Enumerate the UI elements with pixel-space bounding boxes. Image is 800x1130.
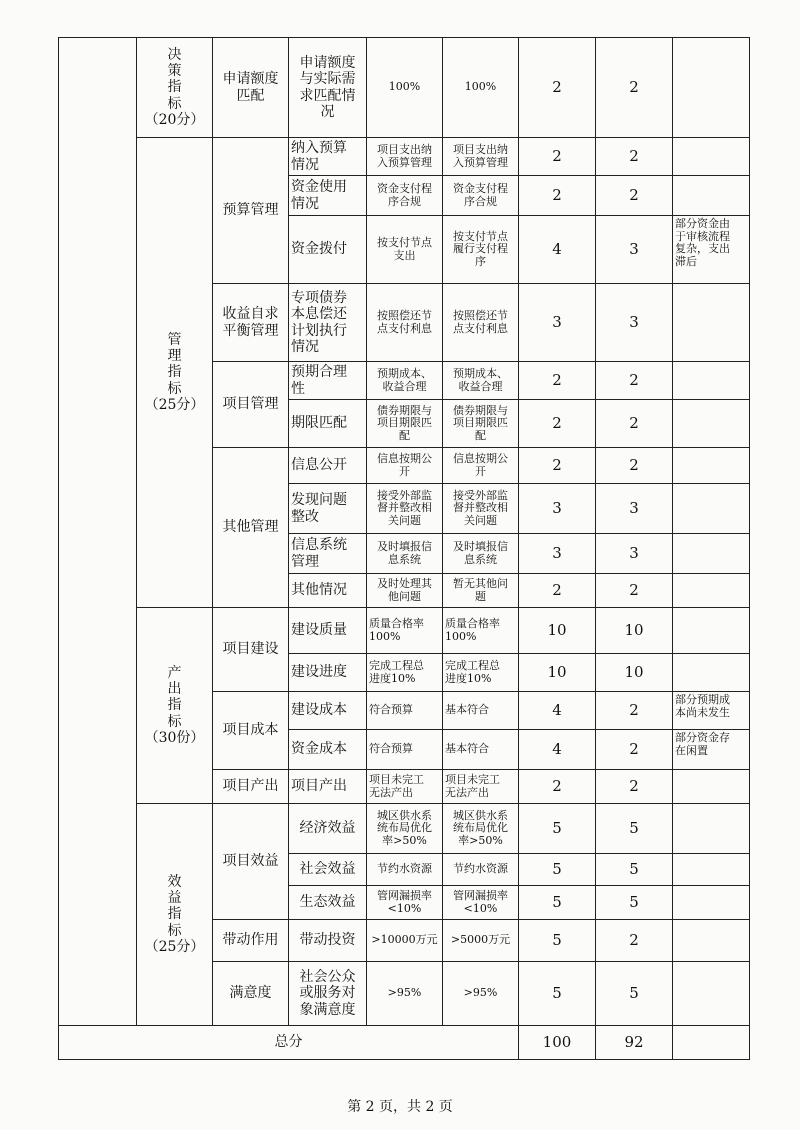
cell-text: 基本符合 <box>445 703 489 717</box>
actual-score: 2 <box>596 920 673 962</box>
target-value <box>367 400 443 448</box>
table-row <box>59 38 750 138</box>
target-value <box>367 692 443 730</box>
cell-text: 管网漏损率 <10% <box>377 888 432 915</box>
cell-text: 生态效益 <box>299 894 356 911</box>
actual-score: 2 <box>596 574 673 608</box>
cell-text: 预算管理 <box>222 202 279 219</box>
tertiary-indicator <box>289 138 367 176</box>
cell-text: 接受外部监 督并整改相 关问题 <box>377 488 432 527</box>
target-value <box>367 176 443 216</box>
remark <box>673 176 750 216</box>
cell-text: 100% <box>464 80 497 94</box>
cell-text: 带动作用 <box>222 932 279 949</box>
actual-score: 2 <box>596 176 673 216</box>
cell-text: 资金支付程 序合规 <box>377 181 432 208</box>
actual-score: 2 <box>596 400 673 448</box>
tertiary-indicator <box>289 284 367 362</box>
tertiary-indicator <box>289 654 367 692</box>
cell-text: >95% <box>463 986 498 1000</box>
tertiary-indicator <box>289 484 367 534</box>
remark <box>673 962 750 1026</box>
tertiary-indicator <box>289 920 367 962</box>
tertiary-indicator <box>289 962 367 1026</box>
cell-text: 纳入预算 情况 <box>291 140 347 173</box>
cell-text: 节约水资源 <box>453 862 508 876</box>
remark <box>673 534 750 574</box>
tertiary-indicator <box>289 216 367 284</box>
cell-text: >5000万元 <box>450 933 511 947</box>
actual-value <box>443 962 519 1026</box>
remark <box>673 804 750 854</box>
secondary-indicator <box>213 962 289 1026</box>
cell-text: 专项债券 本息偿还 计划执行 情况 <box>291 290 347 355</box>
cell-text: 管网漏损率 <10% <box>453 888 508 915</box>
target-value <box>367 962 443 1026</box>
tertiary-indicator <box>289 886 367 920</box>
blank-left-column <box>59 38 137 1026</box>
cell-text: 建设进度 <box>291 664 347 681</box>
total-row <box>59 1026 750 1060</box>
cell-text: 符合预算 <box>369 703 413 717</box>
primary-indicator-management <box>137 138 213 608</box>
cell-text: 社会效益 <box>299 861 356 878</box>
cell-text: 申请额度 匹配 <box>222 71 279 104</box>
actual-score: 2 <box>596 448 673 484</box>
actual-value <box>443 284 519 362</box>
cell-text: 部分资金存 在闲置 <box>675 731 730 757</box>
remark <box>673 654 750 692</box>
target-value <box>367 362 443 400</box>
cell-text: >95% <box>387 986 422 1000</box>
actual-value <box>443 138 519 176</box>
cell-text: 项目未完工 无法产出 <box>445 772 500 799</box>
actual-value <box>443 448 519 484</box>
actual-value <box>443 730 519 770</box>
cell-text: 节约水资源 <box>377 862 432 876</box>
cell-text: 发现问题 整改 <box>291 492 347 525</box>
secondary-indicator <box>213 362 289 448</box>
remark <box>673 886 750 920</box>
tertiary-indicator <box>289 38 367 138</box>
weight-score: 2 <box>519 400 596 448</box>
cell-text: 100% <box>388 80 421 94</box>
cell-text: 经济效益 <box>299 820 356 837</box>
target-value <box>367 770 443 804</box>
tertiary-indicator <box>289 730 367 770</box>
target-value <box>367 216 443 284</box>
actual-score: 3 <box>596 534 673 574</box>
secondary-indicator <box>213 804 289 920</box>
cell-text: 其他管理 <box>222 519 279 536</box>
weight-score: 4 <box>519 216 596 284</box>
cell-text: 信息公开 <box>291 457 347 474</box>
cell-text: 项目建设 <box>222 641 279 658</box>
cell-text: 项目未完工 无法产出 <box>369 772 424 799</box>
primary-indicator-output <box>137 608 213 804</box>
weight-score: 2 <box>519 176 596 216</box>
cell-text: 债券期限与 项目期限匹 配 <box>377 403 432 442</box>
cell-text: 项目效益 <box>222 853 279 870</box>
secondary-indicator <box>213 138 289 284</box>
actual-value <box>443 608 519 654</box>
cell-text: 暂无其他问 题 <box>453 576 508 603</box>
actual-value <box>443 534 519 574</box>
actual-value <box>443 216 519 284</box>
actual-value <box>443 400 519 448</box>
cell-text: 信息按期公 开 <box>377 451 432 478</box>
tertiary-indicator <box>289 400 367 448</box>
performance-evaluation-table <box>58 37 750 1060</box>
remark <box>673 770 750 804</box>
tertiary-indicator <box>289 608 367 654</box>
table-row <box>59 804 750 854</box>
secondary-indicator <box>213 920 289 962</box>
cell-text: 预期成本、 收益合理 <box>377 366 432 393</box>
cell-text: 符合预算 <box>369 742 413 756</box>
cell-text: 按支付节点 履行支付程 序 <box>453 229 508 268</box>
cell-text: 资金拨付 <box>291 241 347 258</box>
cell-text: 债券期限与 项目期限匹 配 <box>453 403 508 442</box>
cell-text: 其他情况 <box>291 582 347 599</box>
cell-text: 资金成本 <box>291 741 347 758</box>
cell-text: 部分预期成 本尚未发生 <box>675 693 730 719</box>
actual-value <box>443 654 519 692</box>
remark <box>673 692 750 730</box>
actual-score: 5 <box>596 804 673 854</box>
actual-value <box>443 920 519 962</box>
primary-indicator-benefit <box>137 804 213 1026</box>
weight-score: 5 <box>519 854 596 886</box>
weight-score: 2 <box>519 362 596 400</box>
primary-indicator-decision <box>137 38 213 138</box>
tertiary-indicator <box>289 854 367 886</box>
secondary-indicator <box>213 770 289 804</box>
weight-score: 5 <box>519 962 596 1026</box>
weight-score: 3 <box>519 484 596 534</box>
cell-text: 期限匹配 <box>291 415 347 432</box>
actual-score: 10 <box>596 608 673 654</box>
remark <box>673 216 750 284</box>
page-footer: 第 2 页，共 2 页 <box>347 1099 453 1115</box>
actual-score: 5 <box>596 962 673 1026</box>
actual-score: 5 <box>596 886 673 920</box>
target-value <box>367 484 443 534</box>
cell-text: 建设成本 <box>291 702 347 719</box>
cell-text: 按照偿还节 点支付利息 <box>377 308 432 335</box>
weight-score: 10 <box>519 654 596 692</box>
cell-text: 资金支付程 序合规 <box>453 181 508 208</box>
cell-text: 项目支出纳 入预算管理 <box>377 142 432 169</box>
target-value <box>367 654 443 692</box>
secondary-indicator <box>213 448 289 608</box>
remark <box>673 448 750 484</box>
cell-text: 项目支出纳 入预算管理 <box>453 142 508 169</box>
cell-text: 建设质量 <box>291 622 347 639</box>
cell-text: 质量合格率 100% <box>369 616 424 643</box>
cell-text: 完成工程总 进度10% <box>445 658 500 685</box>
cell-text: 满意度 <box>229 985 272 1002</box>
cell-text: 项目管理 <box>222 396 279 413</box>
cell-text: 城区供水系 统布局优化 率>50% <box>453 808 508 847</box>
cell-text: 预期成本、 收益合理 <box>453 366 508 393</box>
cell-text: 部分资金由 于审核流程 复杂，支出 滞后 <box>675 217 730 268</box>
total-label: 总分 <box>59 1026 519 1060</box>
cell-text: 效 益 指 标 （25分） <box>144 874 205 955</box>
actual-value <box>443 886 519 920</box>
cell-text: 及时填报信 息系统 <box>377 539 432 566</box>
actual-score: 2 <box>596 362 673 400</box>
actual-value <box>443 38 519 138</box>
tertiary-indicator <box>289 448 367 484</box>
tertiary-indicator <box>289 770 367 804</box>
actual-score: 3 <box>596 284 673 362</box>
tertiary-indicator <box>289 574 367 608</box>
target-value <box>367 730 443 770</box>
weight-score: 2 <box>519 574 596 608</box>
cell-text: 项目成本 <box>222 722 279 739</box>
cell-text: 按支付节点 支出 <box>377 235 432 262</box>
weight-score: 4 <box>519 730 596 770</box>
secondary-indicator <box>213 692 289 770</box>
cell-text: 申请额度 与实际需 求匹配情 况 <box>299 55 356 120</box>
cell-text: 社会公众 或服务对 象满意度 <box>299 969 356 1018</box>
target-value <box>367 854 443 886</box>
weight-score: 4 <box>519 692 596 730</box>
total-weight: 100 <box>519 1026 596 1060</box>
target-value <box>367 284 443 362</box>
actual-score: 2 <box>596 692 673 730</box>
cell-text: 决 策 指 标 （20分） <box>144 47 205 128</box>
total-remark <box>673 1026 750 1060</box>
target-value <box>367 574 443 608</box>
cell-text: 带动投资 <box>299 932 356 949</box>
tertiary-indicator <box>289 534 367 574</box>
cell-text: 收益自求 平衡管理 <box>222 306 279 339</box>
cell-text: 及时填报信 息系统 <box>453 539 508 566</box>
remark <box>673 730 750 770</box>
remark <box>673 284 750 362</box>
actual-value <box>443 854 519 886</box>
target-value <box>367 138 443 176</box>
table-row <box>59 608 750 654</box>
actual-score: 2 <box>596 730 673 770</box>
cell-text: 信息按期公 开 <box>453 451 508 478</box>
remark <box>673 574 750 608</box>
remark <box>673 854 750 886</box>
target-value <box>367 448 443 484</box>
weight-score: 5 <box>519 886 596 920</box>
tertiary-indicator <box>289 804 367 854</box>
weight-score: 2 <box>519 448 596 484</box>
cell-text: 质量合格率 100% <box>445 616 500 643</box>
remark <box>673 920 750 962</box>
cell-text: >10000万元 <box>371 933 438 947</box>
actual-value <box>443 176 519 216</box>
cell-text: 基本符合 <box>445 742 489 756</box>
secondary-indicator <box>213 608 289 692</box>
actual-score: 2 <box>596 38 673 138</box>
tertiary-indicator <box>289 362 367 400</box>
remark <box>673 484 750 534</box>
weight-score: 3 <box>519 284 596 362</box>
remark <box>673 138 750 176</box>
weight-score: 10 <box>519 608 596 654</box>
secondary-indicator <box>213 38 289 138</box>
tertiary-indicator <box>289 176 367 216</box>
tertiary-indicator <box>289 692 367 730</box>
actual-score: 3 <box>596 484 673 534</box>
actual-score: 2 <box>596 770 673 804</box>
target-value <box>367 38 443 138</box>
actual-value <box>443 770 519 804</box>
actual-value <box>443 804 519 854</box>
actual-score: 10 <box>596 654 673 692</box>
cell-text: 项目产出 <box>291 778 347 795</box>
actual-value <box>443 692 519 730</box>
weight-score: 5 <box>519 804 596 854</box>
cell-text: 城区供水系 统布局优化 率>50% <box>377 808 432 847</box>
cell-text: 信息系统 管理 <box>291 537 347 570</box>
target-value <box>367 534 443 574</box>
actual-score: 2 <box>596 138 673 176</box>
remark <box>673 608 750 654</box>
target-value <box>367 608 443 654</box>
actual-value <box>443 484 519 534</box>
target-value <box>367 804 443 854</box>
cell-text: 及时处理其 他问题 <box>377 576 432 603</box>
cell-text: 接受外部监 督并整改相 关问题 <box>453 488 508 527</box>
cell-text: 管 理 指 标 （25分） <box>144 332 205 413</box>
cell-text: 预期合理 性 <box>291 364 347 397</box>
cell-text: 产 出 指 标 （30份） <box>144 665 205 746</box>
target-value <box>367 920 443 962</box>
secondary-indicator <box>213 284 289 362</box>
cell-text: 完成工程总 进度10% <box>369 658 424 685</box>
weight-score: 2 <box>519 770 596 804</box>
weight-score: 5 <box>519 920 596 962</box>
remark <box>673 38 750 138</box>
actual-value <box>443 574 519 608</box>
actual-score: 5 <box>596 854 673 886</box>
total-score: 92 <box>596 1026 673 1060</box>
weight-score: 3 <box>519 534 596 574</box>
actual-value <box>443 362 519 400</box>
table-row <box>59 138 750 176</box>
actual-score: 3 <box>596 216 673 284</box>
cell-text: 资金使用 情况 <box>291 179 347 212</box>
target-value <box>367 886 443 920</box>
remark <box>673 400 750 448</box>
weight-score: 2 <box>519 38 596 138</box>
remark <box>673 362 750 400</box>
cell-text: 项目产出 <box>222 778 279 795</box>
cell-text: 按照偿还节 点支付利息 <box>453 308 508 335</box>
weight-score: 2 <box>519 138 596 176</box>
